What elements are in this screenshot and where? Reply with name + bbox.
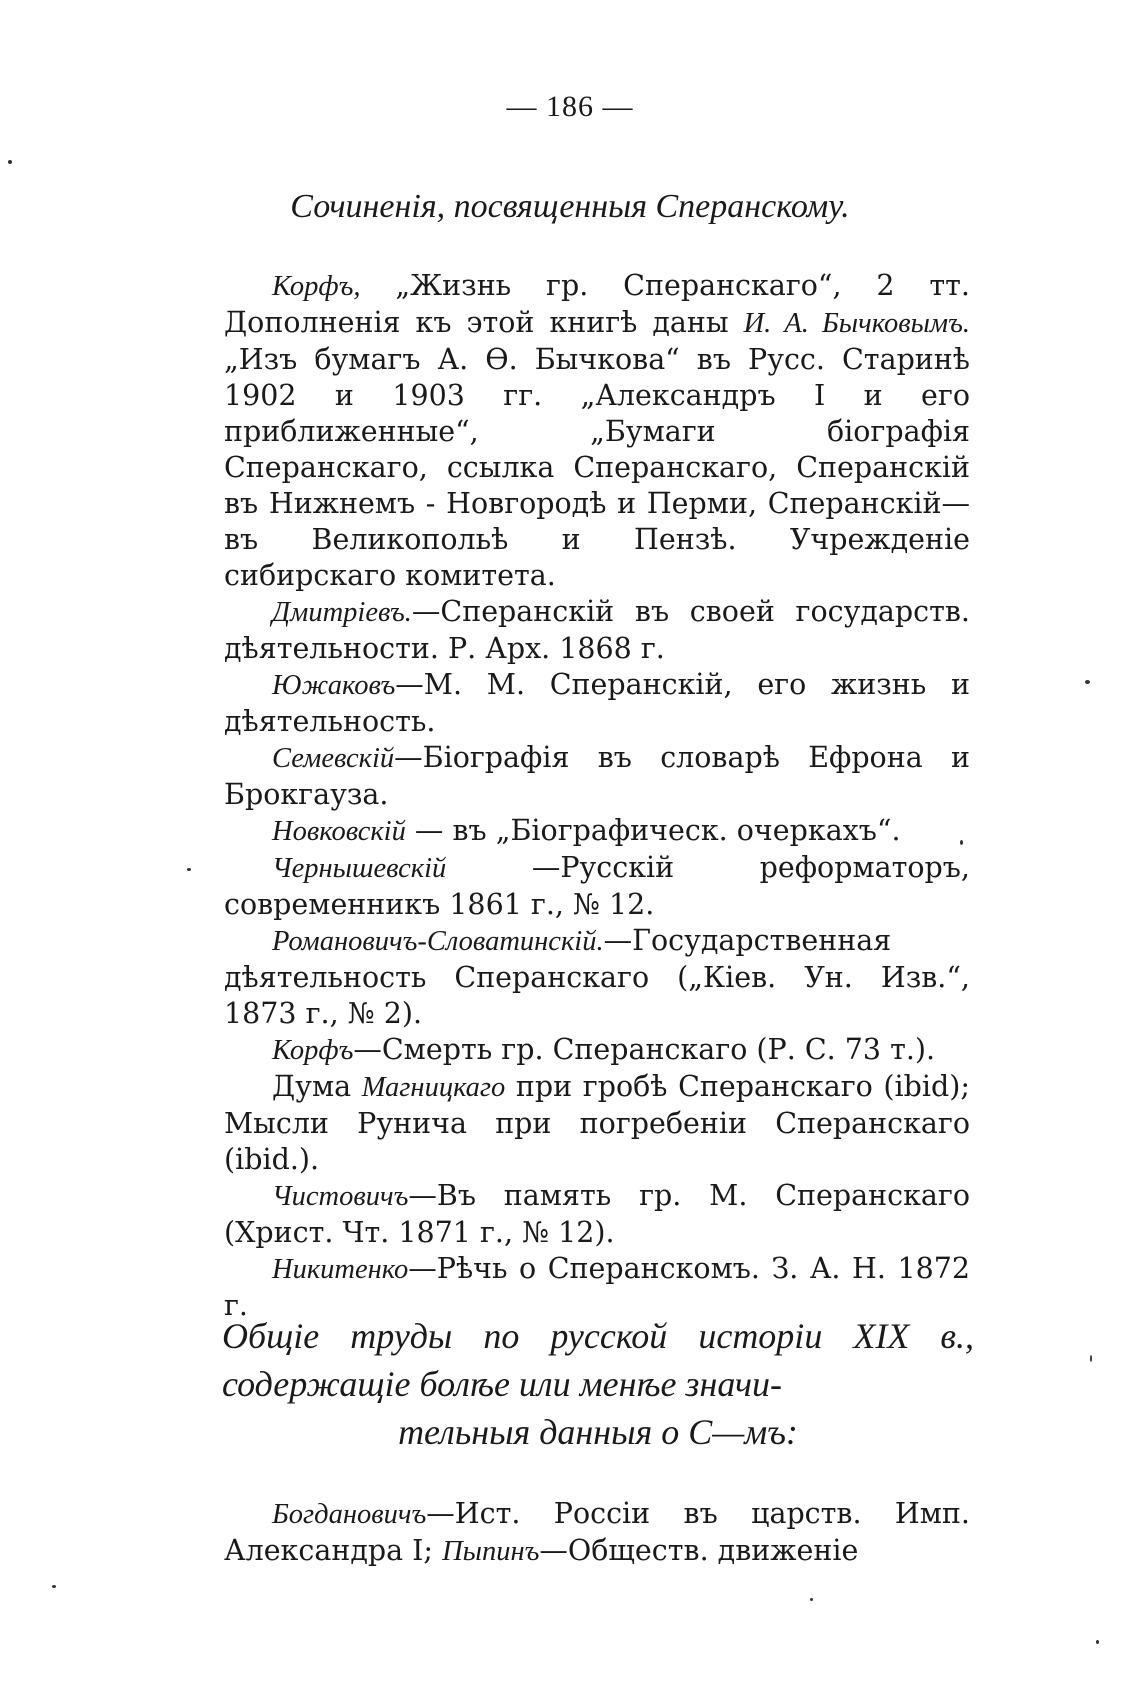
- bibliography-list: [224, 268, 970, 1324]
- bibliography-entry: [224, 923, 970, 1032]
- page-number: — 186 —: [506, 90, 634, 123]
- bibliography-entry: [224, 1178, 970, 1251]
- bibliography-entry: [224, 667, 970, 740]
- section-heading-works: Сочиненія, посвященныя Сперанскому.: [290, 188, 850, 225]
- bibliography-entry: [224, 1496, 970, 1570]
- bibliography-entry: [224, 268, 970, 594]
- entry-text: —Русскій реформаторъ, современникъ 1861 г., № 12.: [224, 851, 970, 921]
- entry-italic: Пыпинъ: [442, 1536, 540, 1567]
- scan-speck: [187, 868, 191, 871]
- scan-speck: [52, 1585, 56, 1588]
- entry-author: Корфъ: [272, 1035, 354, 1066]
- scan-speck: [1090, 1355, 1092, 1362]
- entry-author: Богдановичъ: [272, 1499, 427, 1530]
- entry-author: Семевскій: [272, 743, 395, 774]
- heading-line: Общіе труды по русской исторіи XIX в., содержащіе болѣе или менѣе значи-: [222, 1316, 974, 1404]
- entry-text-continued: при гробѣ Сперанскаго (ibid); Мысли Рунича при погребеніи Сперанскаго (ibid.).: [224, 1070, 970, 1176]
- heading-last-line: тельныя данныя о С—мъ:: [398, 1412, 798, 1452]
- entry-author: Чернышевскій: [272, 853, 447, 884]
- entry-text: —Сперанскій въ своей государств. дѣятельности. Р. Арх. 1868 г.: [224, 595, 970, 665]
- bibliography-list-general: [224, 1496, 970, 1570]
- entry-author: Южаковъ: [272, 670, 396, 701]
- entry-italic: И. А. Бычковымъ.: [743, 308, 970, 339]
- entry-author: Корфъ,: [272, 271, 361, 302]
- scan-speck: [1096, 1640, 1099, 1644]
- entry-author: Новковскій: [272, 816, 406, 847]
- entry-text: — въ „Біографическ. очеркахъ“.: [405, 814, 901, 847]
- entry-text: —Государственная дѣятельность Сперанскаго („Кіев. Ун. Изв.“, 1873 г., № 2).: [224, 924, 970, 1030]
- bibliography-entry: [224, 1069, 970, 1178]
- entry-text: —Ист. Россіи въ царств. Имп. Александра I;: [224, 1497, 970, 1567]
- entry-text: —Біографія въ словарѣ Ефрона и Брокгауза.: [224, 741, 970, 811]
- entry-author: Чистовичъ: [272, 1181, 409, 1212]
- scan-speck: [960, 840, 963, 845]
- entry-text: —Въ память гр. М. Сперанскаго (Христ. Чт. 1871 г., № 12).: [224, 1179, 970, 1249]
- entry-text: —Рѣчь о Сперанскомъ. З. А. Н. 1872 г.: [224, 1252, 970, 1322]
- section-heading-general-works: [222, 1312, 974, 1456]
- entry-author: Никитенко: [272, 1254, 409, 1285]
- scan-speck: [810, 1598, 813, 1601]
- bibliography-entry: [224, 594, 970, 667]
- entry-text: —М. М. Сперанскій, его жизнь и дѣятельность.: [224, 668, 970, 738]
- entry-italic: Магницкаго: [361, 1072, 506, 1103]
- entry-author: Романовичъ-Словатинскій.: [272, 926, 604, 957]
- scan-speck: [8, 160, 12, 164]
- entry-author: Дмитріевъ.: [272, 597, 412, 628]
- entry-text-continued: —Обществ. движеніе: [539, 1534, 859, 1567]
- bibliography-entry: [224, 813, 970, 850]
- entry-text: —Смерть гр. Сперанскаго (Р. С. 73 т.).: [353, 1033, 936, 1066]
- entry-text: „Жизнь гр. Сперанскаго“, 2 тт. Дополненія къ этой книгѣ даны: [224, 269, 970, 339]
- entry-text-continued: „Изъ бумагъ А. Ѳ. Бычкова“ въ Русс. Старинѣ 1902 и 1903 гг. „Александръ I и его приближенные“, „Бумаги біографія Сперанскаго, ссылка Сперанскаго, Сперанскій въ Нижнемъ - Новгородѣ и Перми, Сперанскій—въ Великопольѣ и Пензѣ. Учрежденіе сибирскаго комитета.: [224, 343, 970, 592]
- bibliography-entry: [224, 740, 970, 813]
- entry-text: Дума: [272, 1070, 362, 1103]
- scan-speck: [1085, 680, 1090, 684]
- bibliography-entry: [224, 1032, 970, 1069]
- bibliography-entry: [224, 850, 970, 923]
